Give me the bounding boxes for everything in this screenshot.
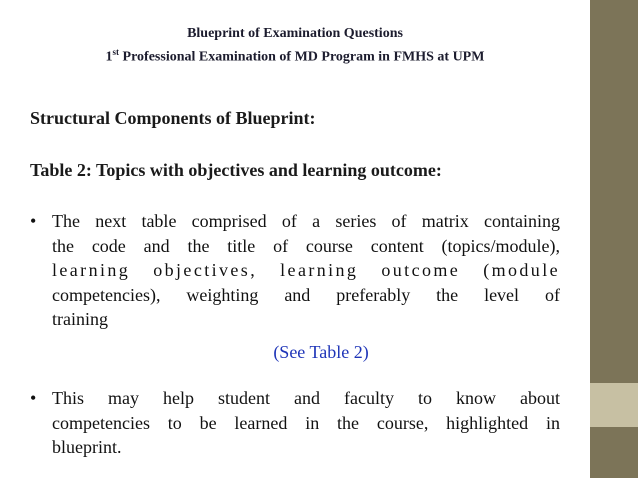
bullet-1-line-1: The next table comprised of a series of matrix containing (52, 211, 560, 231)
bullet-1-line-3: learning objectives, learning outcome (module (52, 260, 560, 280)
subtitle-text: Professional Examination of MD Program in FMHS at UPM (119, 49, 485, 65)
decorative-sidebar-accent (590, 383, 638, 427)
header-title: Blueprint of Examination Questions (187, 26, 403, 41)
bullet-2-line-1: This may help student and faculty to know about (52, 388, 560, 408)
decorative-sidebar (590, 0, 638, 478)
bullet-text-2 (52, 386, 560, 460)
bullet-1-line-2: the code and the title of course content (topics/module), (52, 235, 560, 256)
bullet-1-line-5: training (52, 309, 108, 329)
bullet-item-2 (30, 386, 560, 460)
header-subtitle (0, 43, 590, 67)
bullet-1-line-4: competencies), weighting and preferably the level of (52, 284, 560, 305)
bullet-2-line-2: competencies to be learned in the course, highlighted in (52, 412, 560, 433)
see-table-reference: (See Table 2) (273, 342, 369, 362)
bullet-2-line-3: blueprint. (52, 437, 122, 457)
subtitle-superscript: st (112, 47, 120, 57)
slide-header (0, 24, 590, 67)
section-heading: Structural Components of Blueprint: (30, 108, 316, 128)
bullet-item-1 (30, 209, 560, 332)
bullet-icon: • (30, 388, 37, 408)
subtitle-number: 1 (105, 49, 113, 65)
bullet-text-1 (52, 209, 560, 332)
bullet-icon: • (30, 211, 37, 231)
table-heading: Table 2: Topics with objectives and learning outcome: (30, 160, 442, 180)
